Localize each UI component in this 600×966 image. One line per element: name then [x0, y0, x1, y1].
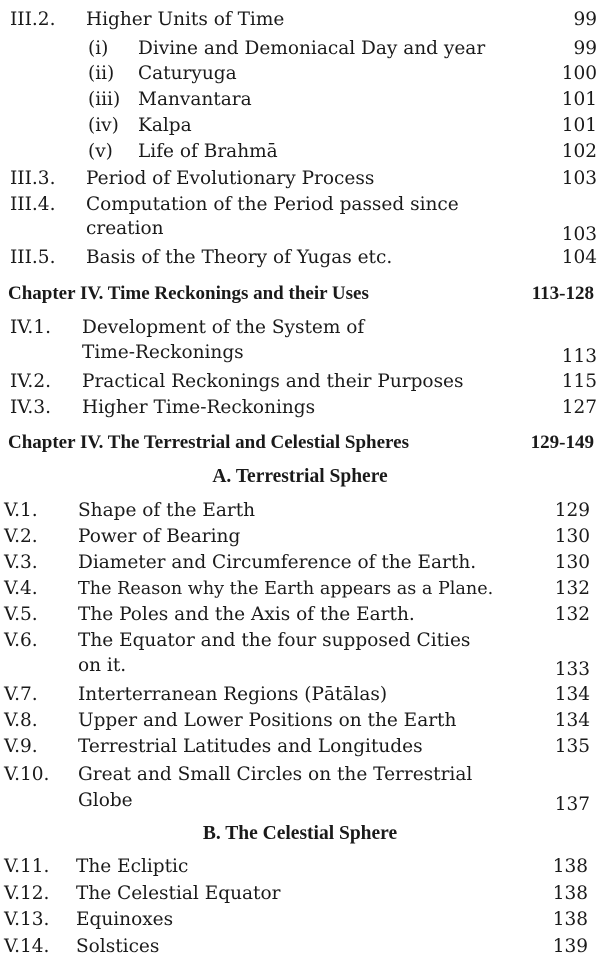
entry-page: 139 [552, 936, 588, 957]
entry-page: 100 [561, 63, 597, 84]
entry-page: 132 [554, 604, 590, 625]
entry-number: V.3. [4, 552, 38, 573]
entry-title: Equinoxes [76, 909, 174, 930]
entry-page: 130 [554, 552, 590, 573]
entry-page: 138 [552, 883, 588, 904]
entry-page: 137 [554, 794, 590, 815]
entry-title: The Ecliptic [76, 856, 189, 877]
entry-page: 101 [561, 89, 597, 110]
entry-number: III.3. [10, 168, 56, 189]
entry-title: Shape of the Earth [78, 500, 256, 521]
entry-number: IV.2. [10, 371, 51, 392]
entry-page: 133 [554, 659, 590, 680]
entry-page: 102 [561, 141, 597, 162]
entry-title: Higher Time-Reckonings [82, 397, 316, 418]
entry-title: Terrestrial Latitudes and Longitudes [78, 736, 423, 757]
entry-number: V.1. [4, 500, 38, 521]
chapter-title: Chapter IV. Time Reckonings and their Uses [8, 283, 369, 304]
entry-page: 132 [554, 578, 590, 599]
entry-page: 135 [554, 736, 590, 757]
entry-number: (i) [88, 38, 109, 59]
section-heading: B. The Celestial Sphere [202, 823, 398, 844]
entry-number: V.11. [4, 856, 50, 877]
entry-number: (ii) [88, 63, 115, 84]
chapter-heading [8, 283, 596, 305]
entry-title: The Poles and the Axis of the Earth. [78, 604, 415, 625]
entry-title-continued: Globe [78, 790, 133, 811]
entry-number: V.2. [4, 526, 38, 547]
entry-page: 103 [561, 168, 597, 189]
entry-title: Solstices [76, 936, 160, 957]
entry-number: V.6. [4, 630, 38, 651]
entry-title: The Reason why the Earth appears as a Plane. [78, 579, 494, 599]
entry-title-continued: Time-Reckonings [82, 342, 244, 363]
entry-page: 129 [554, 500, 590, 521]
entry-title: Higher Units of Time [86, 9, 285, 30]
entry-title: Power of Bearing [78, 526, 241, 547]
entry-number: (v) [88, 141, 113, 162]
entry-title: Divine and Demoniacal Day and year [138, 38, 486, 59]
entry-number: (iii) [88, 89, 121, 110]
entry-number: V.14. [4, 936, 50, 957]
entry-page: 103 [561, 224, 597, 245]
entry-number: V.8. [4, 710, 38, 731]
entry-title: Computation of the Period passed since [86, 194, 459, 215]
entry-number: V.13. [4, 909, 50, 930]
entry-page: 134 [554, 710, 590, 731]
entry-title: Interterranean Regions (Pātālas) [78, 684, 388, 705]
entry-title: Development of the System of [82, 317, 365, 338]
entry-page: 104 [561, 247, 597, 268]
entry-number: (iv) [88, 115, 119, 136]
entry-title: Practical Reckonings and their Purposes [82, 371, 464, 392]
entry-page: 138 [552, 909, 588, 930]
entry-number: III.5. [10, 247, 56, 268]
entry-number: V.10. [4, 764, 50, 785]
entry-page: 113 [561, 346, 597, 367]
entry-page: 99 [573, 9, 597, 30]
entry-page: 127 [561, 397, 597, 418]
entry-title-continued: on it. [78, 655, 127, 676]
entry-title: Diameter and Circumference of the Earth. [78, 552, 477, 573]
entry-number: III.4. [10, 194, 56, 215]
entry-page: 99 [573, 38, 597, 59]
entry-number: IV.3. [10, 397, 51, 418]
chapter-page-range: 113-128 [531, 283, 594, 304]
entry-title: Great and Small Circles on the Terrestrial [78, 764, 473, 785]
entry-title: The Celestial Equator [76, 883, 281, 904]
entry-title: Basis of the Theory of Yugas etc. [86, 247, 393, 268]
entry-title: The Equator and the four supposed Cities [78, 630, 471, 651]
chapter-heading [8, 432, 596, 454]
entry-number: V.7. [4, 684, 38, 705]
entry-page: 101 [561, 115, 597, 136]
entry-number: V.5. [4, 604, 38, 625]
entry-number: IV.1. [10, 317, 51, 338]
entry-title: Life of Brahmā [138, 141, 278, 162]
entry-page: 115 [561, 371, 597, 392]
entry-number: V.4. [4, 578, 38, 599]
chapter-title: Chapter IV. The Terrestrial and Celestial Spheres [8, 432, 409, 453]
entry-page: 134 [554, 684, 590, 705]
entry-title: Period of Evolutionary Process [86, 168, 375, 189]
entry-number: V.12. [4, 883, 50, 904]
entry-page: 130 [554, 526, 590, 547]
entry-number: III.2. [10, 9, 56, 30]
entry-page: 138 [552, 856, 588, 877]
entry-title: Kalpa [138, 115, 192, 136]
entry-title-continued: creation [86, 218, 164, 239]
section-heading: A. Terrestrial Sphere [212, 466, 388, 487]
entry-number: V.9. [4, 736, 38, 757]
entry-title: Manvantara [138, 89, 252, 110]
entry-title: Upper and Lower Positions on the Earth [78, 710, 457, 731]
entry-title: Caturyuga [138, 63, 237, 84]
chapter-page-range: 129-149 [530, 432, 594, 453]
